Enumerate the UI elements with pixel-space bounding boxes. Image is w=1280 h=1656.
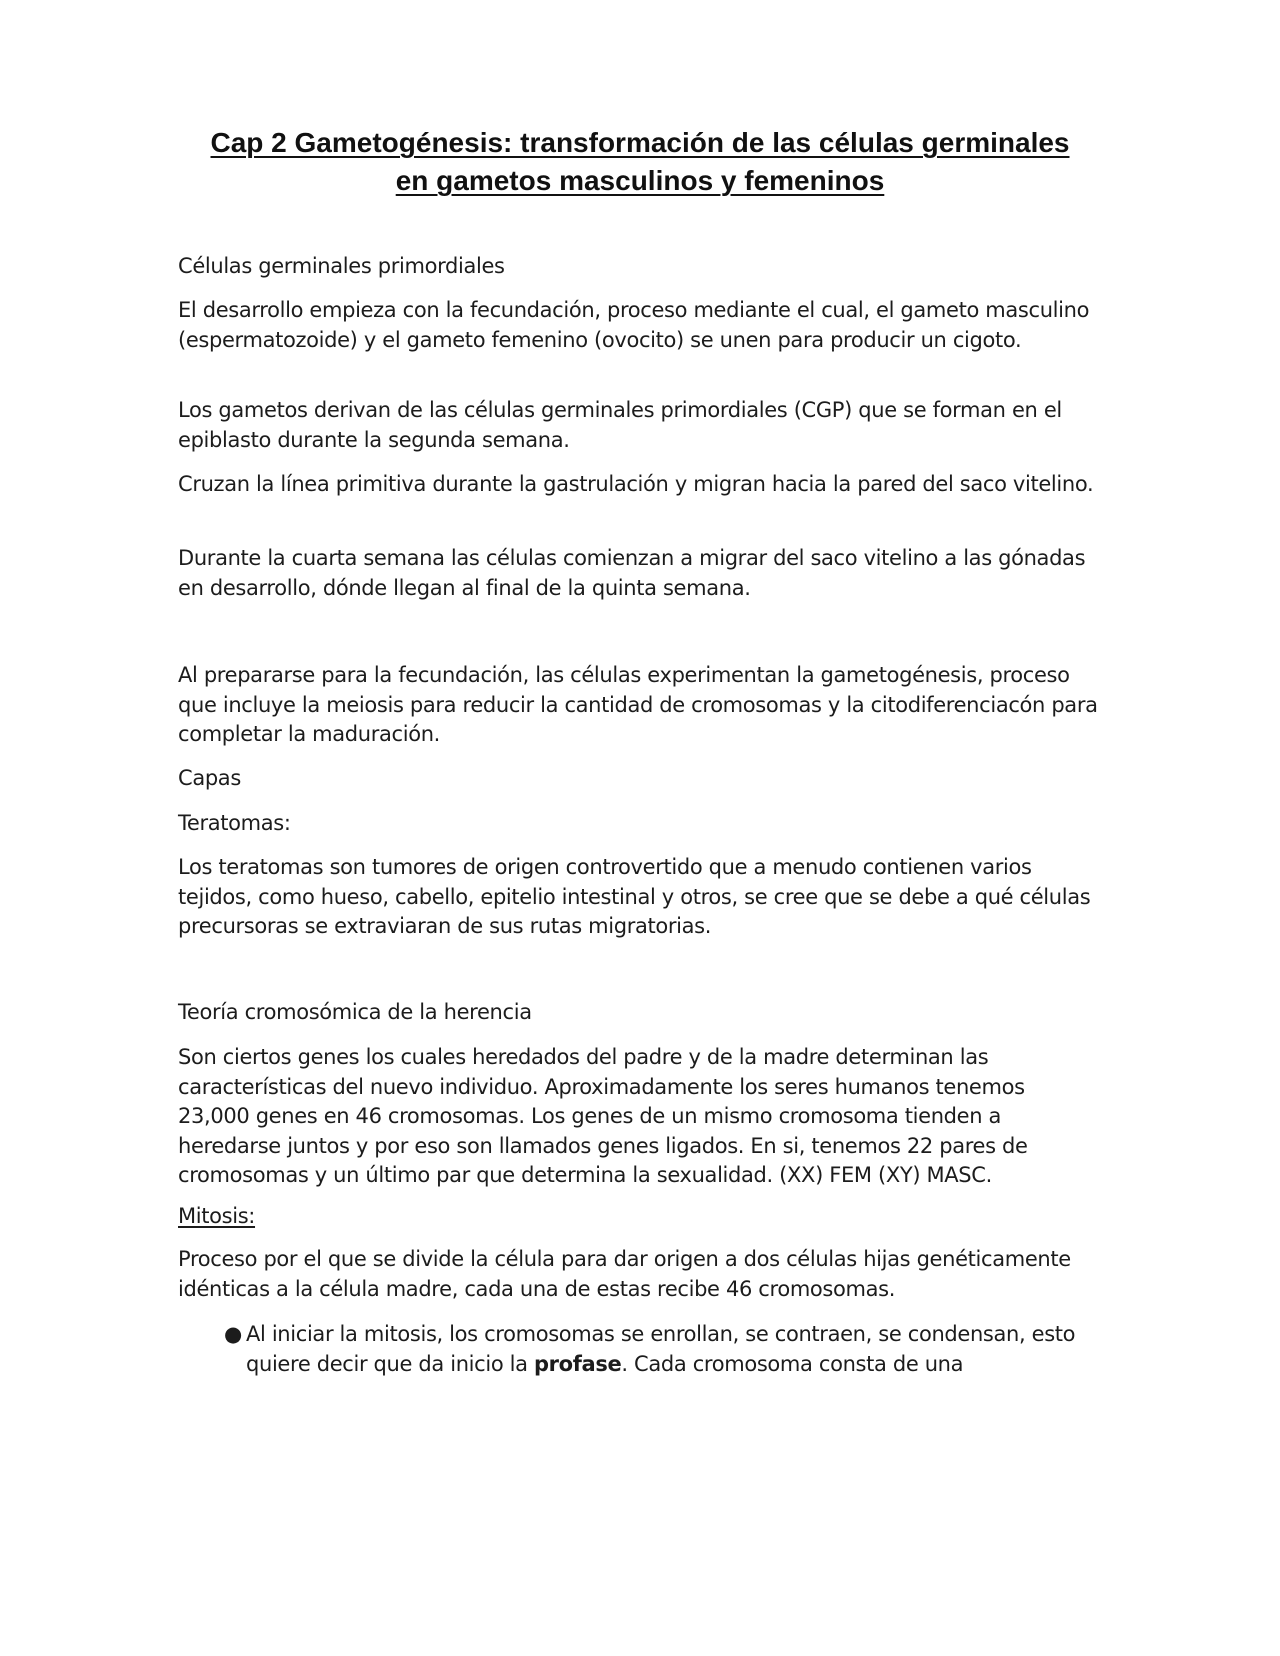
paragraph-teratomas: Los teratomas son tumores de origen controvertido que a menudo contienen varios tejidos, como hueso, cabello, epitelio intestinal y otros, se cree que se debe a qué células precursoras se extraviaran de sus rutas migratorias.	[178, 855, 1091, 938]
bullet-text-start: Al iniciar la mitosis, los cromosomas se enrollan, se contraen, se condensan, esto quiere decir que da inicio la	[246, 1322, 1076, 1376]
paragraph-cuarta-semana: Durante la cuarta semana las células comienzan a migrar del saco vitelino a las gónadas en desarrollo, dónde llegan al final de la quinta semana.	[178, 546, 1086, 600]
paragraph-mitosis: Proceso por el que se divide la célula para dar origen a dos células hijas genéticamente idénticas a la célula madre, cada una de estas recibe 46 cromosomas.	[178, 1247, 1071, 1301]
list-item	[218, 1320, 1098, 1379]
paragraph-gametogenesis: Al prepararse para la fecundación, las células experimentan la gametogénesis, proceso que incluye la meiosis para reducir la cantidad de cromosomas y la citodiferenciacón para completar la maduración.	[178, 663, 1098, 746]
paragraph-linea-primitiva: Cruzan la línea primitiva durante la gastrulación y migran hacia la pared del saco vitelino.	[178, 472, 1094, 496]
section-heading-mitosis: Mitosis:	[178, 1204, 256, 1228]
label-capas: Capas	[178, 766, 241, 790]
section-heading-celulas-germinales: Células germinales primordiales	[178, 254, 505, 278]
title-line-1: Cap 2 Gametogénesis: transformación de las células germinales	[210, 127, 1070, 158]
bullet-icon: ●	[224, 1322, 242, 1346]
section-heading-teoria-cromosomica: Teoría cromosómica de la herencia	[178, 1000, 532, 1024]
bullet-text-end: . Cada cromosoma consta de una	[621, 1351, 964, 1376]
title-line-2: en gametos masculinos y femeninos	[395, 165, 885, 196]
paragraph-fecundacion: El desarrollo empieza con la fecundación, proceso mediante el cual, el gameto masculino (espermatozoide) y el gameto femenino (ovocito) se unen para producir un cigoto.	[178, 298, 1090, 352]
paragraph-genes: Son ciertos genes los cuales heredados del padre y de la madre determinan las características del nuevo individuo. Aproximadamente los seres humanos tenemos 23,000 genes en 46 cromosomas. Los genes de un mismo cromosoma tienden a heredarse juntos y por eso son llamados genes ligados. En si, tenemos 22 pares de cromosomas y un último par que determina la sexualidad. (XX) FEM (XY) MASC.	[178, 1045, 1028, 1187]
section-heading-teratomas: Teratomas:	[178, 811, 291, 835]
mitosis-bullet-list	[218, 1320, 1098, 1379]
document-title	[140, 124, 1140, 200]
paragraph-gametos-cgp: Los gametos derivan de las células germinales primordiales (CGP) que se forman en el epiblasto durante la segunda semana.	[178, 398, 1062, 452]
bullet-text-bold: profase	[533, 1351, 622, 1376]
